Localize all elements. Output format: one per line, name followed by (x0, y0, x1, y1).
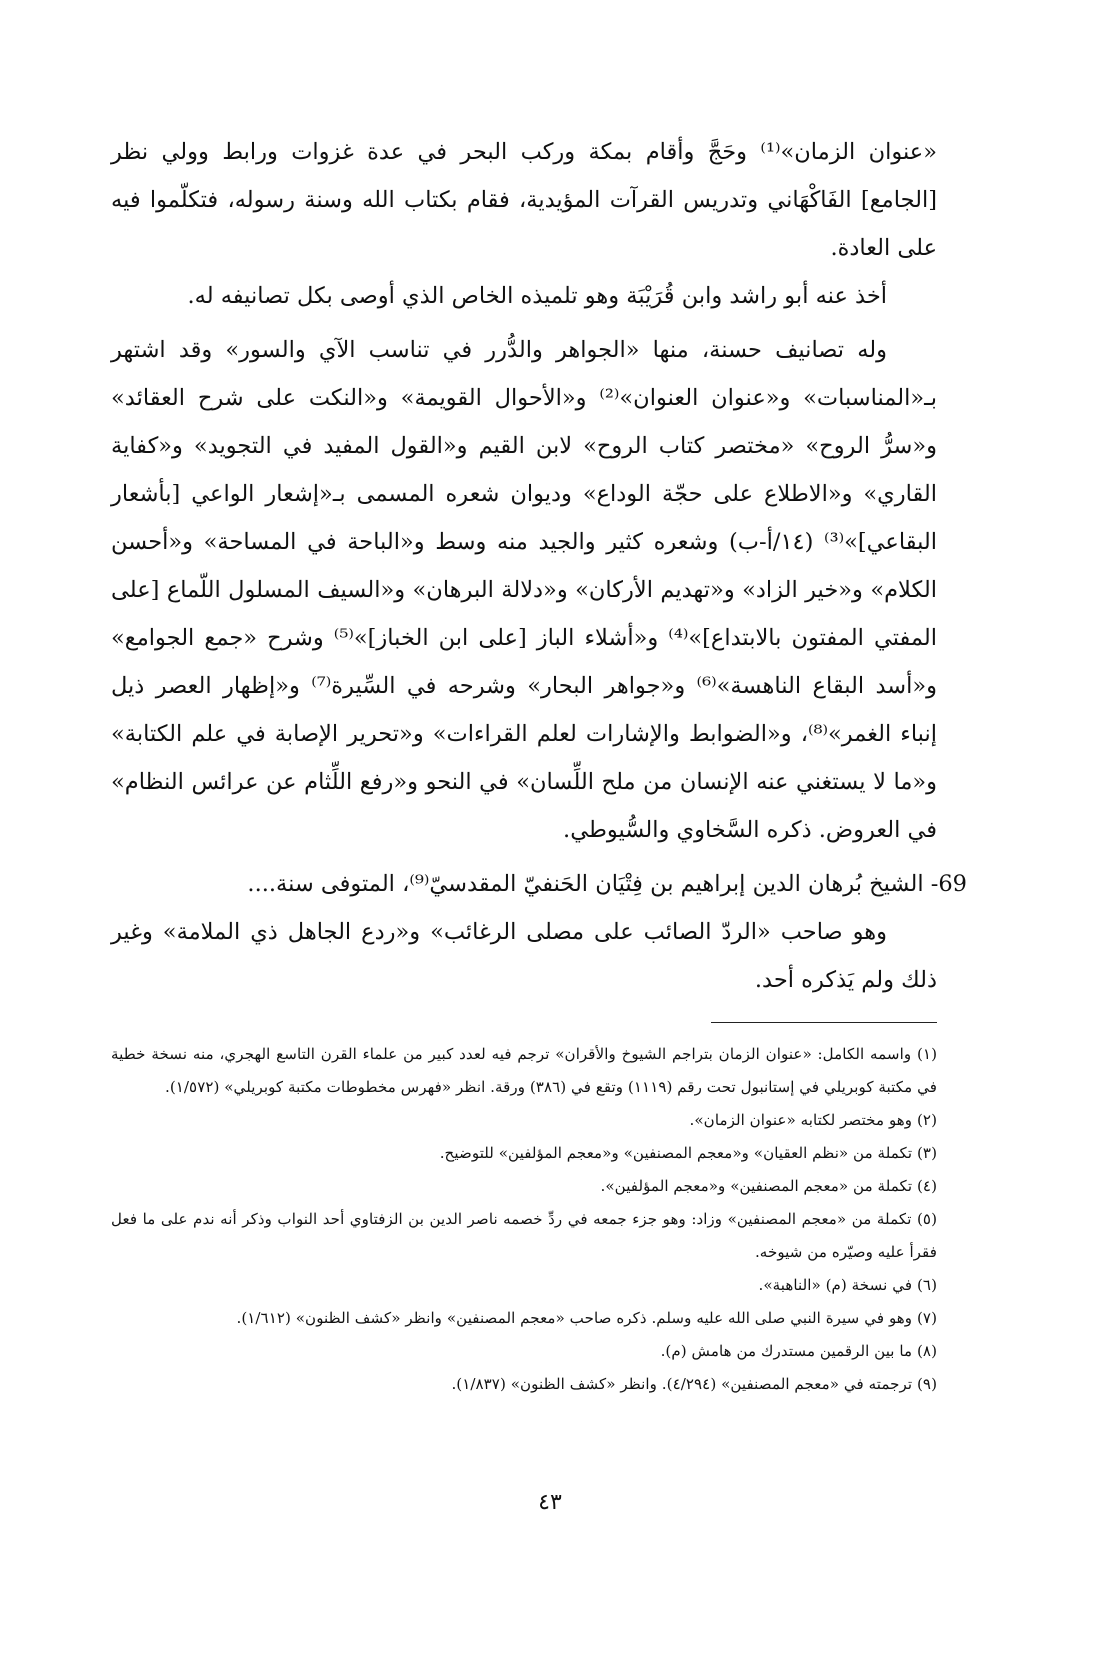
footnote: (٤) تكملة من «معجم المصنفين» و«معجم المؤلفين». (600, 1177, 937, 1195)
footnote: (٥) تكملة من «معجم المصنفين» وزاد: وهو جزء جمعه في ردِّ خصمه ناصر الدين بن الزفتاوي أحد النواب وذكر أنه ندم على ما فعل فقرأ عليه وصيّره من شيوخه. (111, 1210, 937, 1261)
footnote: (٦) في نسخة (م) «الناهبة». (758, 1276, 937, 1294)
footnote: (٣) تكملة من «نظم العقيان» و«معجم المصنفين» و«معجم المؤلفين» للتوضيح. (439, 1144, 937, 1162)
body-paragraph: وهو صاحب «الردّ الصائب على مصلى الرغائب» و«ردع الجاهل ذي الملامة» وغير ذلك ولم يَذكره أحد. (111, 919, 937, 993)
footnote: (٩) ترجمته في «معجم المصنفين» (٤/٢٩٤). وانظر «كشف الظنون» (١/٨٣٧). (451, 1375, 937, 1393)
footnote: (٨) ما بين الرقمين مستدرك من هامش (م). (660, 1342, 937, 1360)
footnote: (٢) وهو مختصر لكتابه «عنوان الزمان». (689, 1111, 937, 1129)
footnote-divider (711, 1022, 937, 1023)
main-text (111, 128, 967, 1004)
page-number: ٤٣ (538, 1490, 562, 1515)
footnote: (١) واسمه الكامل: «عنوان الزمان بتراجم الشيوخ والأقران» ترجم فيه لعدد كبير من علماء القرن التاسع الهجري، منه نسخة خطية في مكتبة كوبريلي في إستانبول تحت رقم (١١١٩) وتقع في (٣٨٦) ورقة. انظر «فهرس مخطوطات مكتبة كوبريلي» (١/٥٧٢). (111, 1045, 937, 1096)
body-paragraph: وله تصانيف حسنة، منها «الجواهر والدُّرر في تناسب الآي والسور» وقد اشتهر بـ«المناسبات» و«عنوان العنوان»⁽²⁾ و«الأحوال القويمة» و«النكت على شرح العقائد» و«سرُّ الروح» «مختصر كتاب الروح» لابن القيم و«القول المفيد في التجويد» و«كفاية القاري» و«الاطلاع على حجّة الوداع» وديوان شعره المسمى بـ«إشعار الواعي [بأشعار البقاعي]»⁽³⁾ (١٤/أ-ب) وشعره كثير والجيد منه وسط و«الباحة في المساحة» و«أحسن الكلام» و«خير الزاد» و«تهديم الأركان» و«دلالة البرهان» و«السيف المسلول اللّماع [على المفتي المفتون بالابتداع]»⁽⁴⁾ و«أشلاء الباز [على ابن الخباز]»⁽⁵⁾ وشرح «جمع الجوامع» و«أسد البقاع الناهسة»⁽⁶⁾ و«جواهر البحار» وشرحه في السِّيرة⁽⁷⁾ و«إظهار العصر ذيل إنباء الغمر»⁽⁸⁾، و«الضوابط والإشارات لعلم القراءات» و«تحرير الإصابة في علم الكتابة» و«ما لا يستغني عنه الإنسان من ملح اللِّسان» في النحو و«رفع اللِّثام عن عرائس النظام» في العروض. ذكره السَّخاوي والسُّيوطي. (111, 337, 938, 843)
footnote: (٧) وهو في سيرة النبي صلى الله عليه وسلم. ذكره صاحب «معجم المصنفين» وانظر «كشف الظنون» (١/٦١٢). (236, 1309, 937, 1327)
entry-heading: 69- الشيخ بُرهان الدين إبراهيم بن فِتْيَان الحَنفيّ المقدسيّ⁽⁹⁾، المتوفى سنة.... (247, 871, 967, 897)
body-paragraph: «عنوان الزمان»⁽¹⁾ وحَجَّ وأقام بمكة وركب البحر في عدة غزوات ورابط وولي نظر [الجامع] الفَاكْهَاني وتدريس القرآت المؤيدية، فقام بكتاب الله وسنة رسوله، فتكلّموا فيه على العادة. (111, 139, 937, 261)
body-paragraph: أخذ عنه أبو راشد وابن قُرَيْبَة وهو تلميذه الخاص الذي أوصى بكل تصانيفه له. (187, 283, 887, 309)
footnotes (111, 1038, 937, 1401)
